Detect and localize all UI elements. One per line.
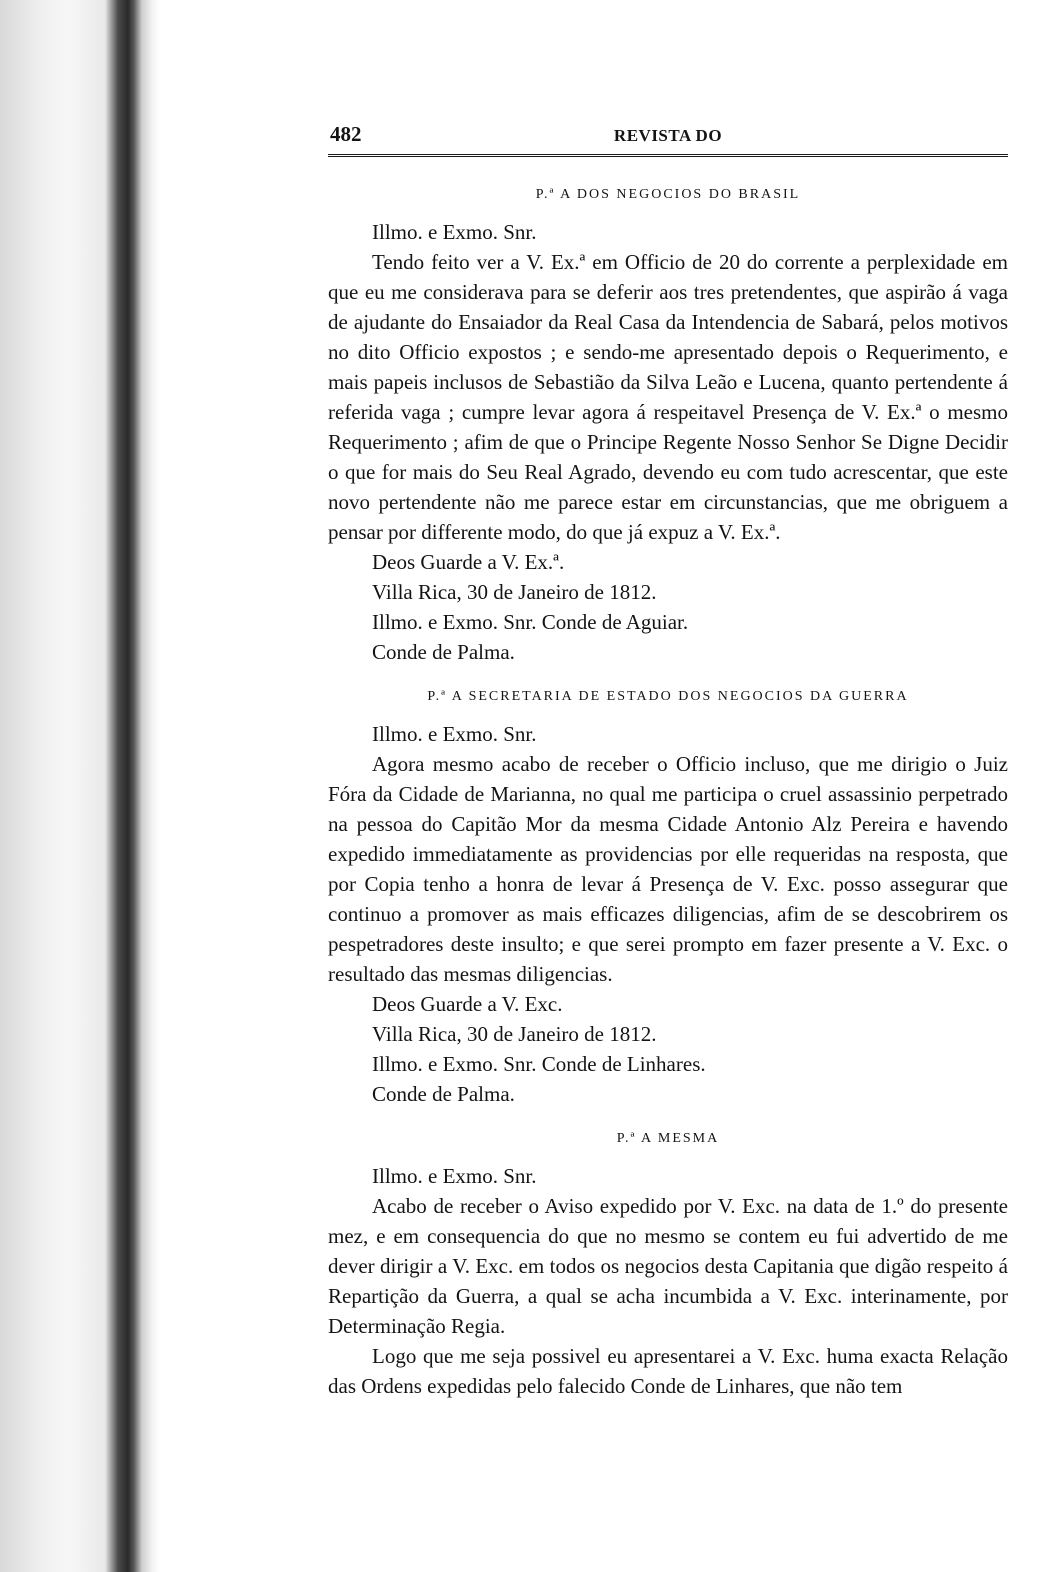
letter-heading: P.ª A MESMA — [616, 1131, 720, 1146]
closing-signature: Conde de Palma. — [372, 640, 515, 664]
body-paragraph: Agora mesmo acabo de receber o Officio incluso, que me dirigio o Juiz Fóra da Cidade de Marianna, no qual me participa o cruel assassinio perpetrado na pessoa do Capitão Mor da mesma Cidade Antonio Alz Pereira e havendo expedido immediatamente as providencias por elle requeridas na resposta, que por Copia tenho a honra de levar á Presença de V. Exc. posso assegurar que continuo a promover as mais efficazes diligencias, afim de se descobrirem os pespetradores deste insulto; e que serei prompto em fazer presente a V. Exc. o resultado das mesmas diligencias. — [328, 752, 1008, 986]
document-page — [328, 118, 1008, 1423]
closing-place-date: Villa Rica, 30 de Janeiro de 1812. — [372, 580, 657, 604]
letter-2 — [328, 689, 1008, 1109]
running-head — [328, 118, 1008, 152]
closing-greeting: Deos Guarde a V. Exc. — [372, 992, 563, 1016]
book-binding-gutter — [0, 0, 160, 1572]
salutation: Illmo. e Exmo. Snr. — [372, 220, 537, 244]
closing-place-date: Villa Rica, 30 de Janeiro de 1812. — [372, 1022, 657, 1046]
body-paragraph: Logo que me seja possivel eu apresentarei a V. Exc. huma exacta Relação das Ordens expedidas pelo falecido Conde de Linhares, que não tem — [328, 1344, 1008, 1398]
header-rule — [328, 154, 1008, 157]
salutation: Illmo. e Exmo. Snr. — [372, 1164, 537, 1188]
closing-addressee: Illmo. e Exmo. Snr. Conde de Aguiar. — [372, 610, 689, 634]
letter-heading: P.ª A SECRETARIA DE ESTADO DOS NEGOCIOS DA GUERRA — [427, 689, 909, 704]
salutation: Illmo. e Exmo. Snr. — [372, 722, 537, 746]
letter-heading: P.ª A DOS NEGOCIOS DO BRASIL — [535, 187, 801, 202]
closing-greeting: Deos Guarde a V. Ex.ª. — [372, 550, 565, 574]
body-paragraph: Tendo feito ver a V. Ex.ª em Officio de 20 do corrente a perplexidade em que eu me considerava para se deferir aos tres pretendentes, que aspirão á vaga de ajudante do Ensaiador da Real Casa da Intendencia de Sabará, pelos motivos no dito Officio expostos ; e sendo-me apresentado depois o Requerimento, e mais papeis inclusos de Sebastião da Silva Leão e Lucena, quanto pertendente á referida vaga ; cumpre levar agora á respeitavel Presença de V. Ex.ª o mesmo Requerimento ; afim de que o Principe Regente Nosso Senhor Se Digne Decidir o que for mais do Seu Real Agrado, devendo eu com tudo acrescentar, que este novo pertendente não me parece estar em circunstancias, que me obriguem a pensar por differente modo, do que já expuz a V. Ex.ª. — [328, 250, 1008, 544]
letter-3 — [328, 1131, 1008, 1401]
body-paragraph: Acabo de receber o Aviso expedido por V. Exc. na data de 1.º do presente mez, e em consequencia do que no mesmo se contem eu fui advertido de me dever dirigir a V. Exc. em todos os negocios desta Capitania que digão respeito á Repartição da Guerra, a qual se acha incumbida a V. Exc. interinamente, por Determinação Regia. — [328, 1194, 1008, 1338]
running-title: REVISTA DO — [613, 126, 723, 145]
page-number: 482 — [330, 122, 362, 146]
closing-addressee: Illmo. e Exmo. Snr. Conde de Linhares. — [372, 1052, 706, 1076]
letter-1 — [328, 187, 1008, 667]
closing-signature: Conde de Palma. — [372, 1082, 515, 1106]
